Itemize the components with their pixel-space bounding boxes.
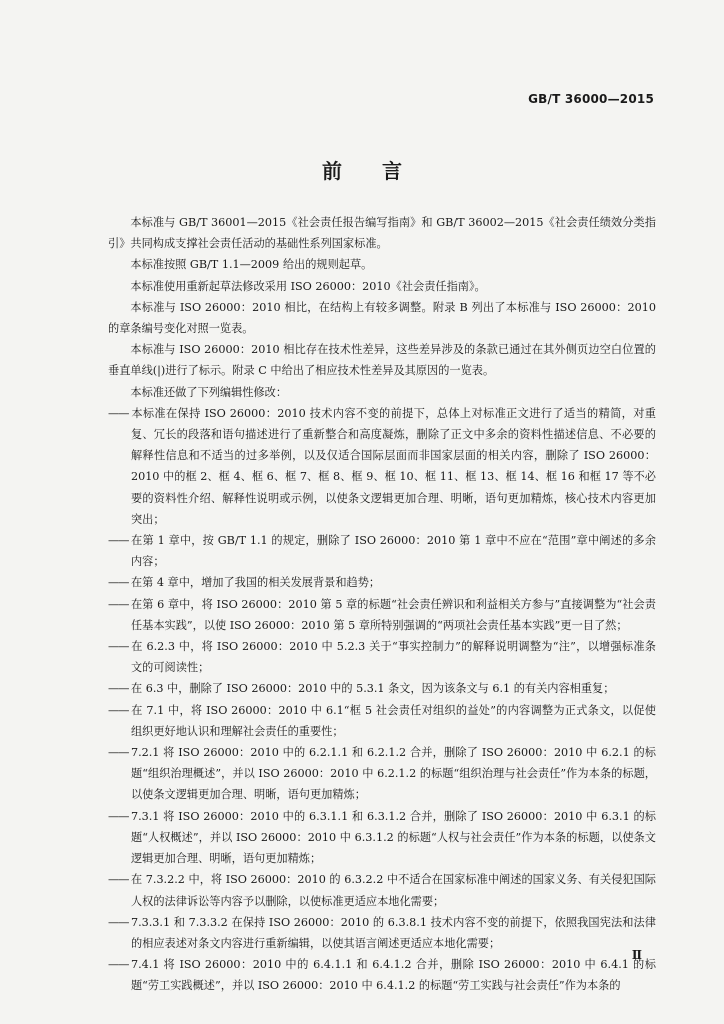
list-item	[108, 912, 656, 954]
list-item-text: 在第 4 章中，增加了我国的相关发展背景和趋势；	[130, 576, 381, 590]
list-dash: ——	[108, 873, 129, 887]
list-item-text: 在 6.2.3 中，将 ISO 26000：2010 中 5.2.3 关于“事实控制力”的解释说明调整为“注”，以增强标准条文的可阅读性；	[130, 640, 656, 675]
list-item-text: 在 7.3.2.2 中，将 ISO 26000：2010 的 6.3.2.2 中不适合在国家标准中阐述的国家义务、有关侵犯国际人权的法律诉讼等内容予以删除，以使标准更适应本地化需要；	[130, 873, 656, 908]
list-item	[108, 678, 656, 699]
page-title: 前言	[322, 159, 442, 183]
standard-code: GB/T 36000—2015	[528, 92, 654, 106]
list-item-text: 在第 1 章中，按 GB/T 1.1 的规定，删除了 ISO 26000：2010 第 1 章中不应在“范围”章中阐述的多余内容；	[130, 534, 656, 569]
list-dash: ——	[108, 640, 129, 654]
list-item-text: 7.3.1 将 ISO 26000：2010 中的 6.3.1.1 和 6.3.1.2 合并，删除了 ISO 26000：2010 中 6.3.1 的标题“人权概述”，并以 ISO 26000：2010 中 6.3.1.2 的标题“人权与社会责任”作为本条的标题，以使条文逻辑更加合理、明晰，语句更加精炼；	[130, 809, 656, 866]
page-number: Ⅱ	[631, 948, 642, 962]
paragraph: 本标准使用重新起草法修改采用 ISO 26000：2010《社会责任指南》。	[130, 279, 486, 293]
list-item	[108, 594, 656, 636]
paragraph: 本标准按照 GB/T 1.1—2009 给出的规则起草。	[130, 258, 373, 272]
list-item-text: 在 6.3 中，删除了 ISO 26000：2010 中的 5.3.1 条文，因为该条文与 6.1 的有关内容相重复；	[130, 682, 615, 696]
list-dash: ——	[108, 958, 129, 972]
list-dash: ——	[108, 576, 129, 590]
list-dash: ——	[108, 597, 129, 611]
list-dash: ——	[108, 534, 129, 548]
list-dash: ——	[108, 406, 129, 420]
list-item	[108, 869, 656, 911]
list-item	[108, 572, 656, 593]
list-dash: ——	[108, 915, 129, 929]
list-item	[108, 806, 656, 870]
list-item-text: 在第 6 章中，将 ISO 26000：2010 第 5 章的标题“社会责任辨识和利益相关方参与”直接调整为“社会责任基本实践”，以使 ISO 26000：2010 第 5 章所特别强调的“两项社会责任基本实践”更一目了然；	[130, 597, 656, 632]
list-dash: ——	[108, 809, 129, 823]
list-dash: ——	[108, 703, 129, 717]
list-item	[108, 954, 656, 996]
list-item	[108, 403, 656, 530]
list-item-text: 7.3.3.1 和 7.3.3.2 在保持 ISO 26000：2010 的 6.3.8.1 技术内容不变的前提下，依照我国宪法和法律的相应表述对条文内容进行重新编辑，以使其语言阐述更适应本地化需要；	[130, 915, 656, 950]
list-dash: ——	[108, 746, 129, 760]
paragraph: 本标准与 ISO 26000：2010 相比，在结构上有较多调整。附录 B 列出了本标准与 ISO 26000：2010 的章条编号变化对照一览表。	[108, 300, 656, 336]
list-item	[108, 530, 656, 572]
list-item-text: 本标准在保持 ISO 26000：2010 技术内容不变的前提下，总体上对标准正文进行了适当的精简，对重复、冗长的段落和语句描述进行了重新整合和高度凝炼，删除了正文中多余的资料性描述信息、不必要的解释性信息和不适当的过多举例，以及仅适合国际层面而非国家层面的相关内容，删除了 ISO 26000：2010 中的框 2、框 4、框 6、框 7、框 8、框 9、框 10、框 11、框 13、框 14、框 16 和框 17 等不必要的资料性介绍、解释性说明或示例，以使条文逻辑更加合理、明晰，语句更加精炼，核心技术内容更加突出；	[130, 406, 656, 526]
list-item	[108, 700, 656, 742]
paragraph: 本标准与 GB/T 36001—2015《社会责任报告编写指南》和 GB/T 36002—2015《社会责任绩效分类指引》共同构成支撑社会责任活动的基础性系列国家标准。	[108, 216, 656, 251]
list-item	[108, 636, 656, 678]
paragraph: 本标准还做了下列编辑性修改：	[130, 385, 288, 399]
foreword-body	[108, 212, 656, 997]
list-item-text: 7.4.1 将 ISO 26000：2010 中的 6.4.1.1 和 6.4.1.2 合并，删除 ISO 26000：2010 中 6.4.1 的标题“劳工实践概述”，并以 ISO 26000：2010 中 6.4.1.2 的标题“劳工实践与社会责任”作为本条的	[130, 958, 656, 993]
list-item	[108, 742, 656, 806]
paragraph: 本标准与 ISO 26000：2010 相比存在技术性差异，这些差异涉及的条款已通过在其外侧页边空白位置的垂直单线(|)进行了标示。附录 C 中给出了相应技术性差异及其原因的一览表。	[108, 343, 656, 378]
list-item-text: 在 7.1 中，将 ISO 26000：2010 中 6.1“框 5 社会责任对组织的益处”的内容调整为正式条文，以促使组织更好地认识和理解社会责任的重要性；	[130, 703, 656, 738]
list-item-text: 7.2.1 将 ISO 26000：2010 中的 6.2.1.1 和 6.2.1.2 合并，删除了 ISO 26000：2010 中 6.2.1 的标题“组织治理概述”，并以 ISO 26000：2010 中 6.2.1.2 的标题“组织治理与社会责任”作为本条的标题，以使条文逻辑更加合理、明晰，语句更加精炼；	[130, 746, 656, 802]
list-dash: ——	[108, 682, 129, 696]
